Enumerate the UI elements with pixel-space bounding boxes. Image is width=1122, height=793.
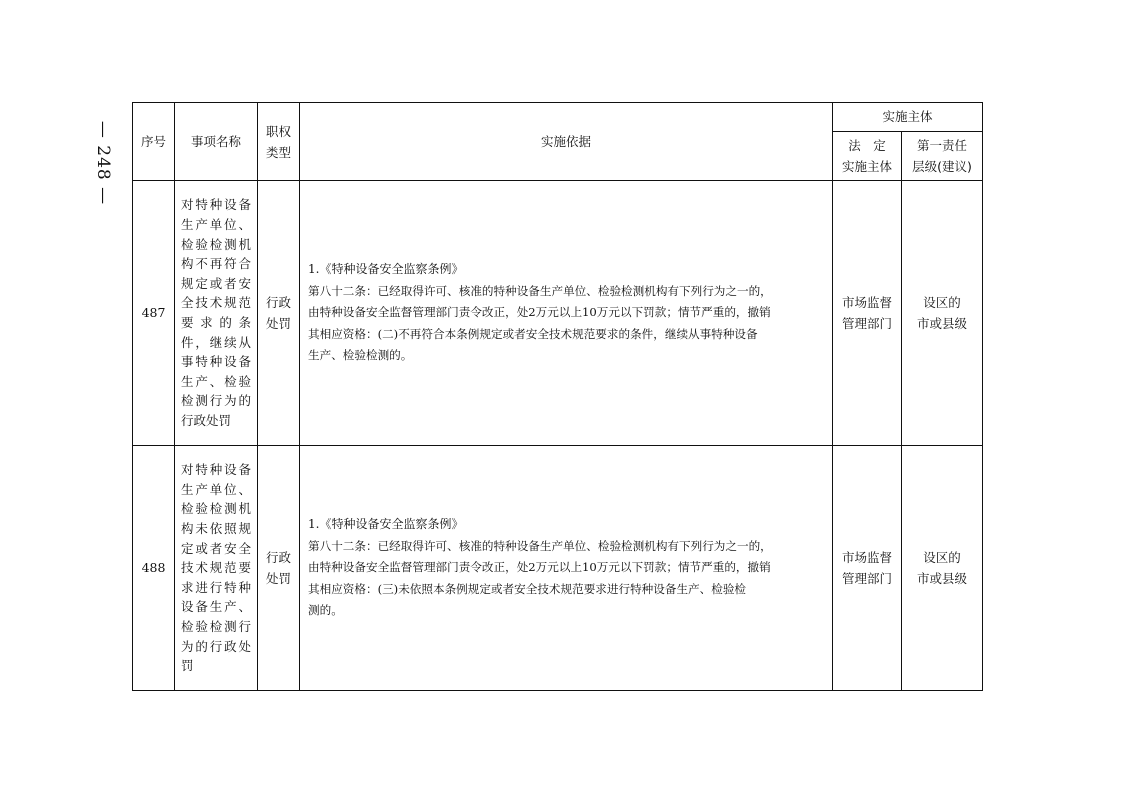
header-type bbox=[258, 103, 300, 181]
basis-line: 其相应资格：(三)未依照本条例规定或者安全技术规范要求进行特种设备生产、检验检 bbox=[308, 581, 747, 596]
name-line: 对特种设备 bbox=[181, 462, 251, 478]
row-seq: 487 bbox=[133, 181, 175, 446]
name-line: 检验检测机 bbox=[181, 501, 251, 517]
basis-line: 由特种设备安全监督管理部门责令改正，处2万元以上10万元以下罚款；情节严重的，撤销 bbox=[308, 305, 771, 320]
header-first-level-line: 层级(建议) bbox=[912, 159, 972, 174]
name-line: 技术规范要 bbox=[181, 560, 251, 576]
name-line: 为的行政处 bbox=[181, 638, 251, 654]
name-line: 对特种设备 bbox=[181, 197, 251, 213]
row-basis bbox=[300, 446, 833, 691]
header-type-line: 类型 bbox=[265, 144, 291, 160]
first-level-line: 设区的 bbox=[923, 295, 961, 310]
name-line: 规定或者安 bbox=[181, 275, 251, 291]
basis-line: 其相应资格：(二)不再符合本条例规定或者安全技术规范要求的条件，继续从事特种设备 bbox=[308, 326, 758, 341]
name-line: 构不再符合 bbox=[181, 256, 251, 272]
row-name bbox=[175, 446, 258, 691]
table-row bbox=[133, 446, 983, 691]
basis-line: 第八十二条：已经取得许可、核准的特种设备生产单位、检验检测机构有下列行为之一的， bbox=[308, 283, 772, 298]
name-line: 罚 bbox=[181, 658, 194, 674]
page-number-text: — 248 — bbox=[93, 120, 114, 206]
type-line: 行政 bbox=[265, 295, 291, 310]
name-line: 求进行特种 bbox=[181, 579, 251, 595]
row-seq: 488 bbox=[133, 446, 175, 691]
name-line: 检测行为的 bbox=[181, 393, 251, 409]
row-type bbox=[258, 446, 300, 691]
name-line: 定或者安全 bbox=[181, 540, 251, 556]
name-line: 行政处罚 bbox=[181, 412, 232, 428]
table-row bbox=[133, 181, 983, 446]
name-line: 生产单位、 bbox=[181, 217, 251, 233]
first-level-line: 设区的 bbox=[923, 550, 961, 565]
name-line: 检验检测机 bbox=[181, 236, 251, 252]
type-line: 处罚 bbox=[265, 571, 291, 586]
row-name bbox=[175, 181, 258, 446]
row-first-level bbox=[902, 446, 983, 691]
type-line: 行政 bbox=[265, 550, 291, 565]
header-row-1 bbox=[133, 103, 983, 132]
header-subject-group: 实施主体 bbox=[833, 103, 983, 132]
header-first-level bbox=[902, 132, 983, 181]
name-line: 检验检测行 bbox=[181, 618, 251, 634]
row-legal-subject bbox=[833, 181, 902, 446]
type-line: 处罚 bbox=[265, 316, 291, 331]
header-legal-subject-line: 法 定 bbox=[848, 138, 886, 153]
page-number bbox=[88, 118, 118, 208]
name-line: 全技术规范 bbox=[181, 295, 251, 311]
name-line: 件，继续从 bbox=[181, 334, 251, 350]
header-legal-subject-line: 实施主体 bbox=[841, 159, 892, 174]
legal-subject-line: 管理部门 bbox=[841, 316, 892, 331]
basis-title: 1.《特种设备安全监察条例》 bbox=[308, 517, 464, 532]
header-first-level-line: 第一责任 bbox=[917, 138, 968, 153]
basis-line: 测的。 bbox=[308, 603, 343, 618]
basis-line: 由特种设备安全监督管理部门责令改正，处2万元以上10万元以下罚款；情节严重的，撤销 bbox=[308, 560, 771, 575]
name-line: 生产、检验 bbox=[181, 373, 251, 389]
name-line: 要求的条 bbox=[181, 315, 251, 330]
name-line: 事特种设备 bbox=[181, 354, 251, 370]
legal-subject-line: 市场监督 bbox=[841, 295, 892, 310]
header-basis: 实施依据 bbox=[300, 103, 833, 181]
name-line: 生产单位、 bbox=[181, 481, 251, 497]
header-legal-subject bbox=[833, 132, 902, 181]
row-legal-subject bbox=[833, 446, 902, 691]
legal-subject-line: 市场监督 bbox=[841, 550, 892, 565]
row-first-level bbox=[902, 181, 983, 446]
name-line: 设备生产、 bbox=[181, 599, 251, 615]
basis-line: 第八十二条：已经取得许可、核准的特种设备生产单位、检验检测机构有下列行为之一的， bbox=[308, 538, 772, 553]
basis-title: 1.《特种设备安全监察条例》 bbox=[308, 262, 464, 277]
header-seq: 序号 bbox=[133, 103, 175, 181]
enforcement-items-table bbox=[132, 102, 983, 691]
name-line: 构未依照规 bbox=[181, 521, 251, 537]
header-name: 事项名称 bbox=[175, 103, 258, 181]
legal-subject-line: 管理部门 bbox=[841, 571, 892, 586]
row-basis bbox=[300, 181, 833, 446]
header-type-line: 职权 bbox=[265, 123, 291, 139]
first-level-line: 市或县级 bbox=[917, 571, 968, 586]
first-level-line: 市或县级 bbox=[917, 316, 968, 331]
basis-line: 生产、检验检测的。 bbox=[308, 348, 413, 363]
row-type bbox=[258, 181, 300, 446]
